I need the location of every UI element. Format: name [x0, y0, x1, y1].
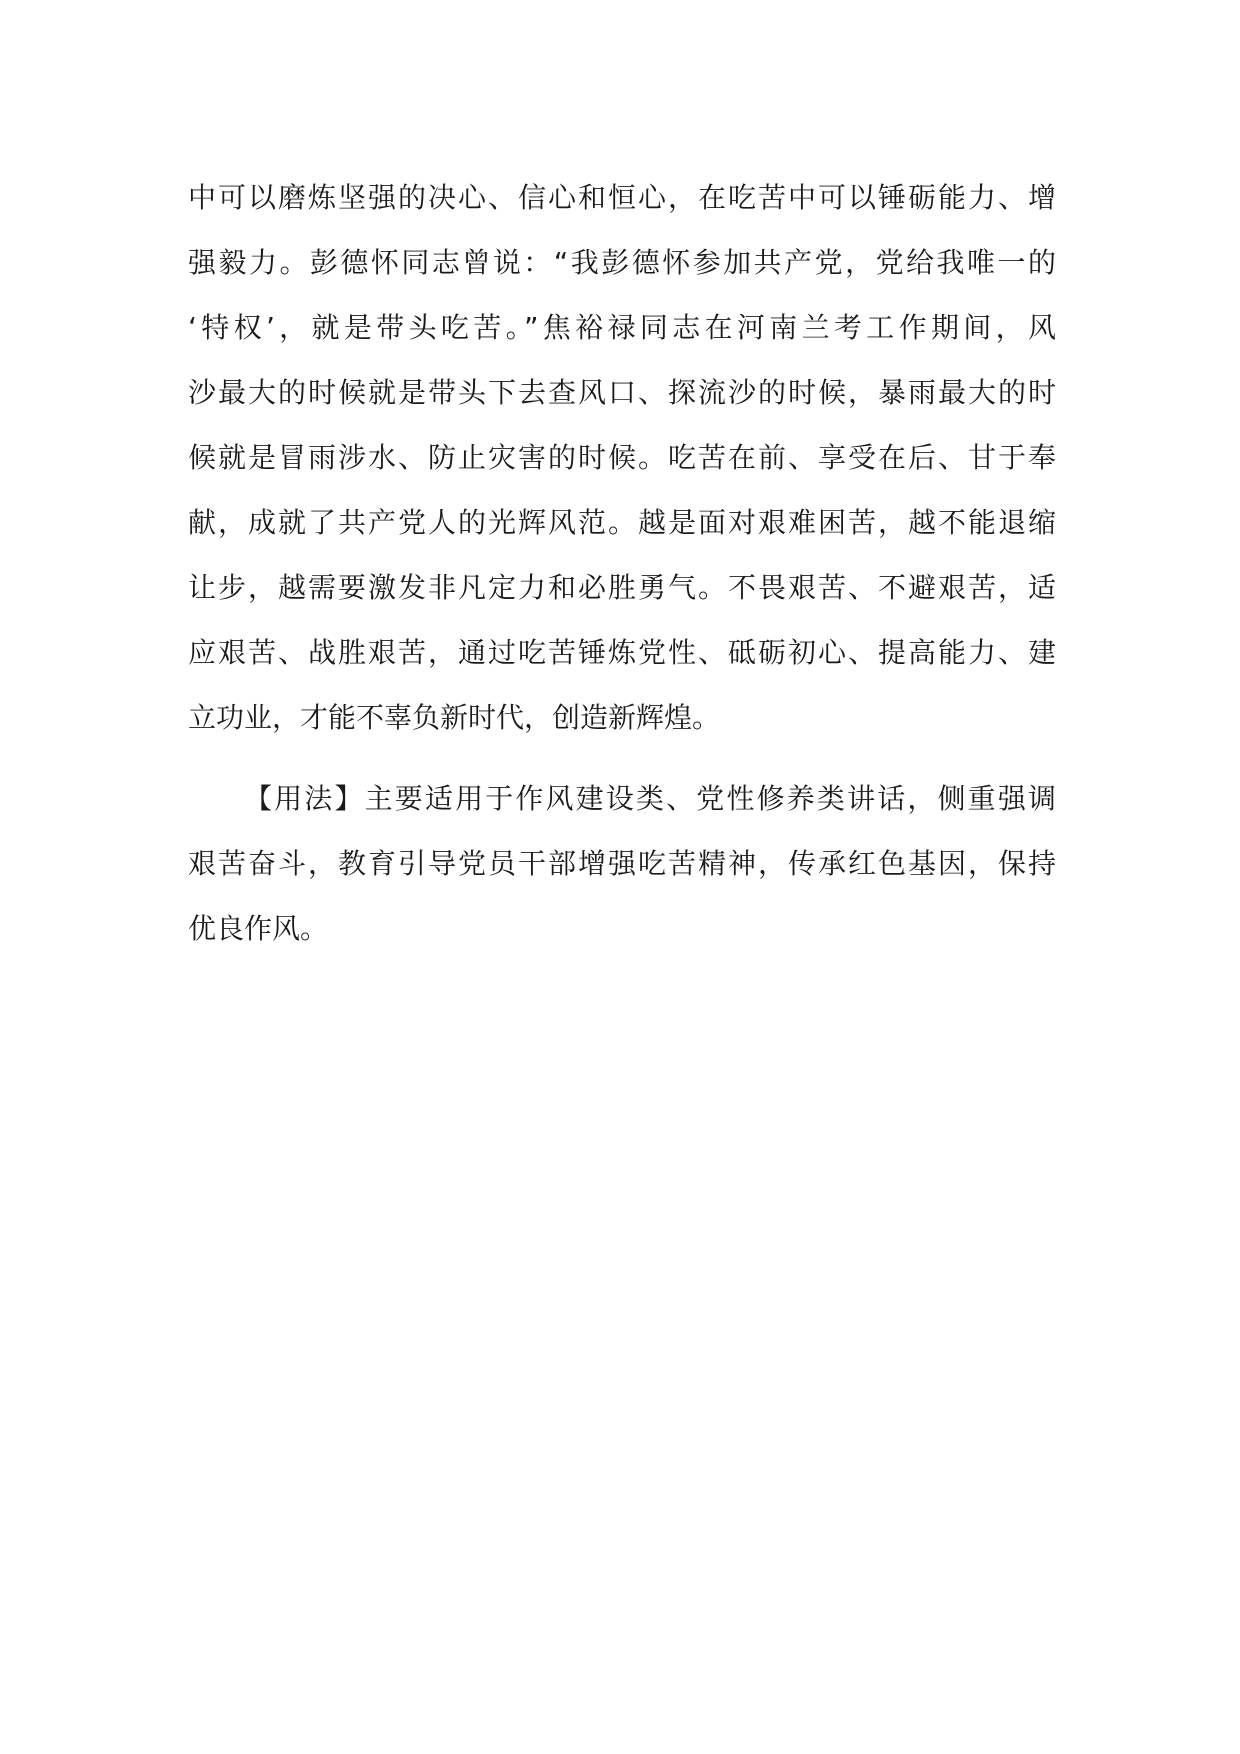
- text-line: 应艰苦、战胜艰苦，通过吃苦锤炼党性、砥砺初心、提高能力、建: [188, 636, 1056, 669]
- body-text: [188, 165, 1056, 961]
- paragraph-spacer: [188, 750, 1056, 766]
- paragraph-2: [188, 766, 1056, 961]
- text-line: 强毅力。彭德怀同志曾说：“我彭德怀参加共产党，党给我唯一的: [188, 246, 1056, 279]
- text-line: 艰苦奋斗，教育引导党员干部增强吃苦精神，传承红色基因，保持: [188, 847, 1056, 880]
- text-line: ‘特权’，就是带头吃苦。”焦裕禄同志在河南兰考工作期间，风: [188, 311, 1056, 344]
- text-line: 让步，越需要激发非凡定力和必胜勇气。不畏艰苦、不避艰苦，适: [188, 571, 1056, 604]
- text-line: 【用法】主要适用于作风建设类、党性修养类讲话，侧重强调: [244, 782, 1056, 815]
- text-line: 中可以磨炼坚强的决心、信心和恒心，在吃苦中可以锤砺能力、增: [188, 181, 1056, 214]
- text-line: 优良作风。: [188, 912, 329, 945]
- text-line: 立功业，才能不辜负新时代，创造新辉煌。: [188, 701, 721, 734]
- text-line: 献，成就了共产党人的光辉风范。越是面对艰难困苦，越不能退缩: [188, 506, 1056, 539]
- paragraph-1: [188, 165, 1056, 750]
- text-line: 沙最大的时候就是带头下去查风口、探流沙的时候，暴雨最大的时: [188, 376, 1056, 409]
- text-line: 候就是冒雨涉水、防止灾害的时候。吃苦在前、享受在后、甘于奉: [188, 441, 1056, 474]
